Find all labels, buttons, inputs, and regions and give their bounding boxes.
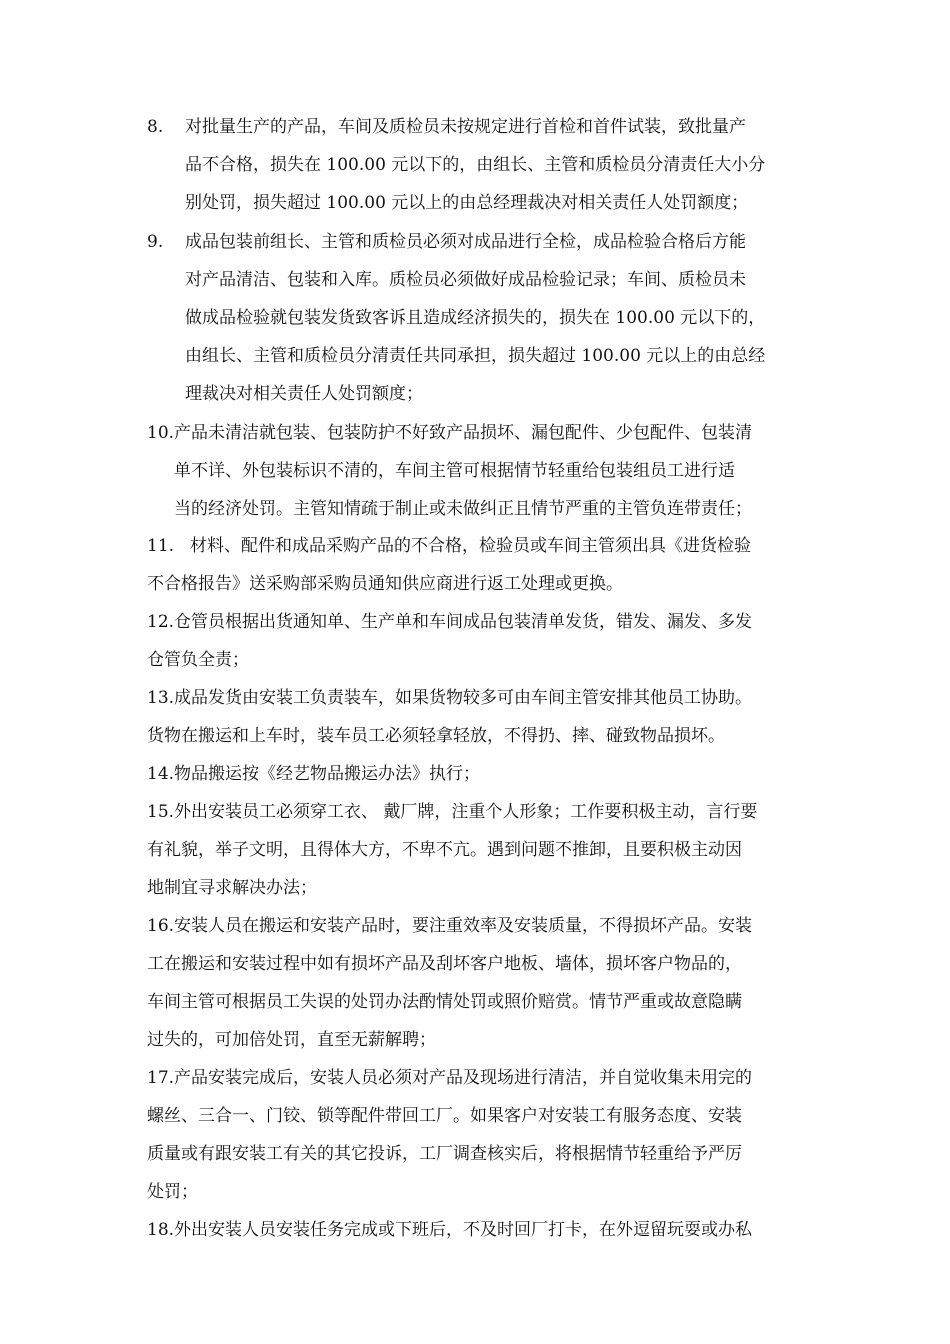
item-line: 不合格报告》送采购部采购员通知供应商进行返工处理或更换。 [147,574,623,594]
item-line: 材料、配件和成品采购产品的不合格，检验员或车间主管须出具《进货检验 [190,536,751,556]
item-number: 9. [147,232,164,252]
item-number: 12. [147,612,175,632]
item-number: 8. [147,117,164,137]
item-line: 做成品检验就包装发货致客诉且造成经济损失的，损失在 100.00 元以下的， [185,308,766,328]
item-line: 物品搬运按《经艺物品搬运办法》执行； [174,764,480,784]
item-line: 对批量生产的产品，车间及质检员未按规定进行首检和首件试装，致批量产 [185,117,746,137]
item-line: 地制宜寻求解决办法； [147,878,317,898]
item-line: 由组长、主管和质检员分清责任共同承担，损失超过 100.00 元以上的由总经 [185,346,766,366]
item-line: 品不合格，损失在 100.00 元以下的，由组长、主管和质检员分清责任大小分 [185,155,766,175]
item-line: 仓管负全责； [147,650,249,670]
item-line: 外出安装员工必须穿工衣、 戴厂牌，注重个人形象；工作要积极主动，言行要 [174,802,758,822]
item-number: 17. [147,1068,175,1088]
item-line: 工在搬运和安装过程中如有损坏产品及刮坏客户地板、墙体，损坏客户物品的， [147,954,742,974]
item-number: 10. [147,423,175,443]
item-line: 质量或有跟安装工有关的其它投诉，工厂调查核实后，将根据情节轻重给予严厉 [147,1144,742,1164]
item-line: 别处罚，损失超过 100.00 元以上的由总经理裁决对相关责任人处罚额度； [185,193,749,213]
item-number: 18. [147,1220,175,1240]
item-line: 理裁决对相关责任人处罚额度； [185,384,423,404]
item-line: 螺丝、三合一、门铰、锁等配件带回工厂。如果客户对安装工有服务态度、安装 [147,1106,742,1126]
item-line: 有礼貌，举子文明，且得体大方，不卑不亢。遇到问题不推卸，且要积极主动因 [147,840,742,860]
item-number: 14. [147,764,175,784]
item-line: 产品安装完成后，安装人员必须对产品及现场进行清洁，并自觉收集未用完的 [174,1068,752,1088]
item-line: 仓管员根据出货通知单、生产单和车间成品包装清单发货，错发、漏发、多发 [174,612,752,632]
item-line: 处罚； [147,1182,198,1202]
item-line: 对产品清洁、包装和入库。质检员必须做好成品检验记录；车间、质检员未 [185,270,746,290]
item-line: 过失的，可加倍处罚，直至无薪解聘； [147,1030,436,1050]
item-line: 单不详、外包装标识不清的，车间主管可根据情节轻重给包装组员工进行适 [174,461,735,481]
item-line: 车间主管可根据员工失误的处罚办法酌情处罚或照价赔赏。情节严重或故意隐瞒 [147,992,742,1012]
item-number: 11. [147,536,175,556]
item-line: 当的经济处罚。主管知情疏于制止或未做纠正且情节严重的主管负连带责任； [174,499,752,519]
item-line: 成品发货由安装工负责装车，如果货物较多可由车间主管安排其他员工协助。 [174,688,752,708]
item-line: 安装人员在搬运和安装产品时，要注重效率及安装质量，不得损坏产品。安装 [174,916,752,936]
item-line: 外出安装人员安装任务完成或下班后，不及时回厂打卡，在外逗留玩耍或办私 [174,1220,752,1240]
item-line: 货物在搬运和上车时，装车员工必须轻拿轻放，不得扔、摔、碰致物品损坏。 [147,726,725,746]
item-line: 产品未清洁就包装、包装防护不好致产品损坏、漏包配件、少包配件、包装清 [174,423,752,443]
item-number: 13. [147,688,175,708]
item-line: 成品包装前组长、主管和质检员必须对成品进行全检，成品检验合格后方能 [185,232,746,252]
item-number: 15. [147,802,175,822]
item-number: 16. [147,916,175,936]
